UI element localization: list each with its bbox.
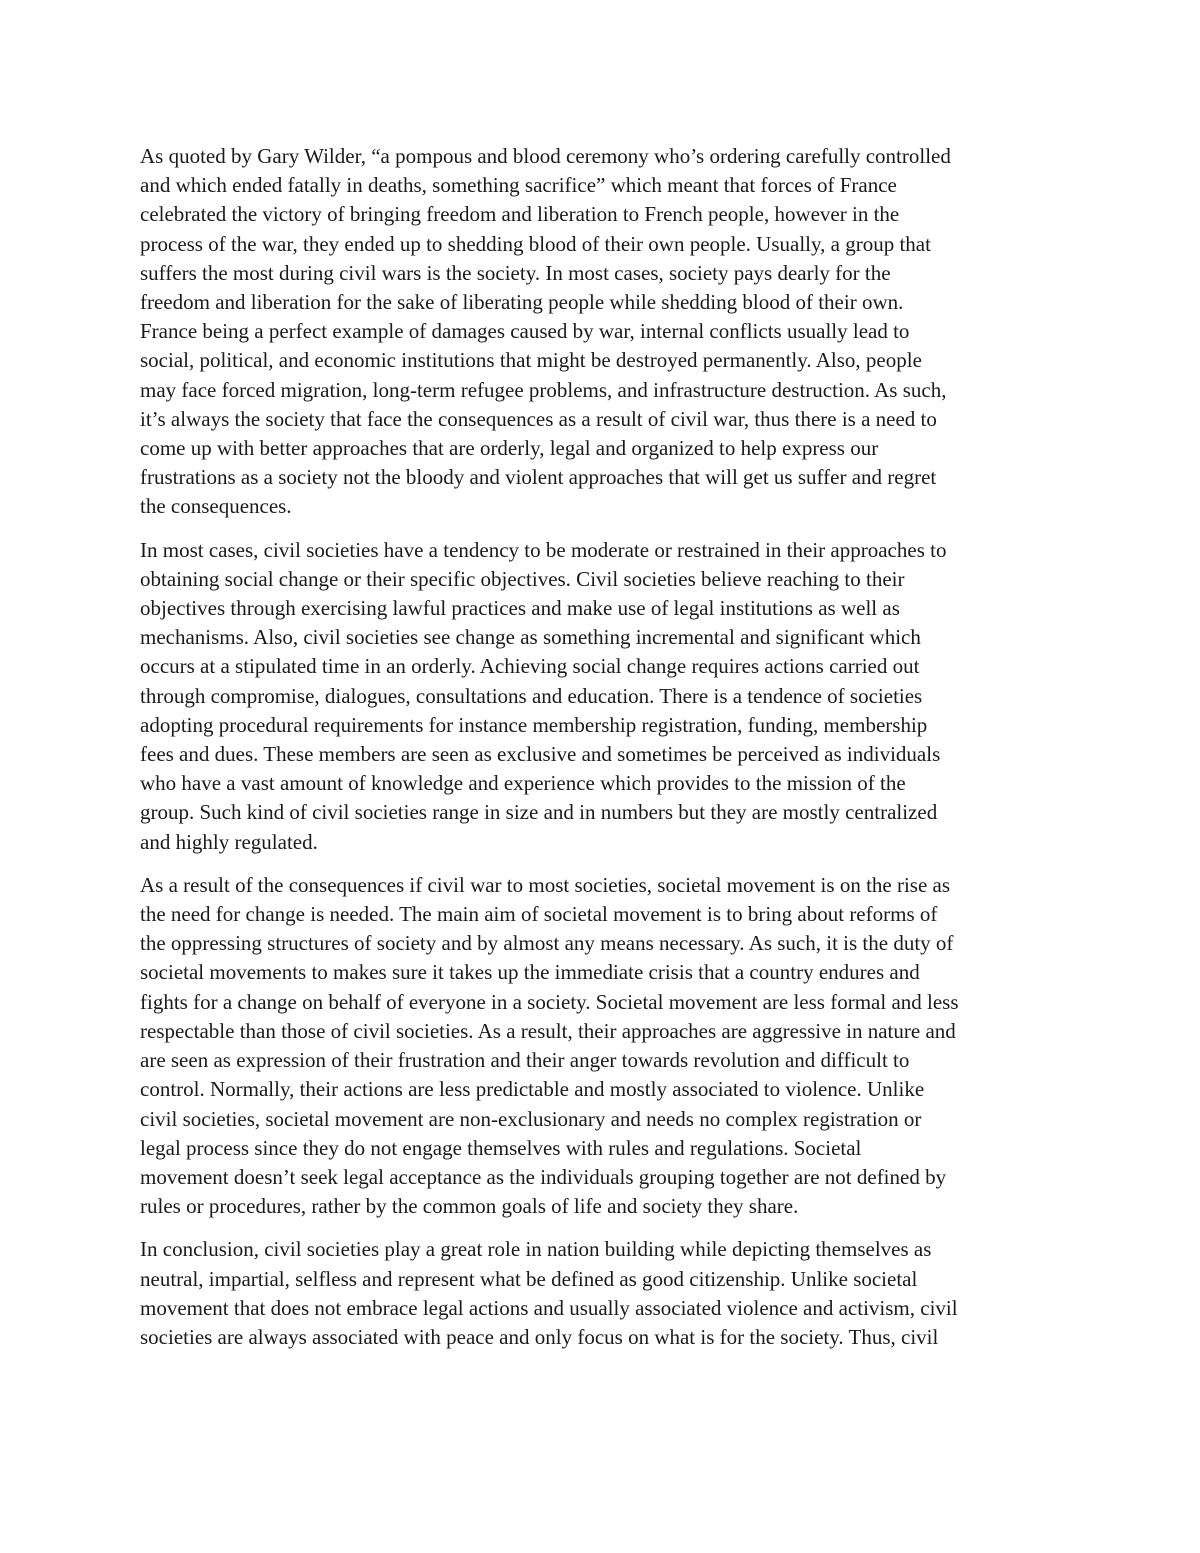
text-line: fees and dues. These members are seen as exclusive and sometimes be perceived as individuals xyxy=(140,742,941,767)
text-line: through compromise, dialogues, consultations and education. There is a tendence of societies xyxy=(140,683,923,708)
paragraph-4 xyxy=(140,1235,1062,1352)
document-body xyxy=(140,142,1062,1366)
text-line: the need for change is needed. The main aim of societal movement is to bring about reforms of xyxy=(140,902,938,927)
text-line: France being a perfect example of damages caused by war, internal conflicts usually lead to xyxy=(140,319,910,344)
text-line: As a result of the consequences if civil war to most societies, societal movement is on the rise as xyxy=(140,872,951,897)
paragraph-2 xyxy=(140,536,1062,857)
text-line: movement doesn’t seek legal acceptance as the individuals grouping together are not defined by xyxy=(140,1164,947,1189)
text-line: group. Such kind of civil societies range in size and in numbers but they are mostly centralized xyxy=(140,800,938,825)
text-line: respectable than those of civil societies. As a result, their approaches are aggressive in nature and xyxy=(140,1018,956,1043)
text-line: adopting procedural requirements for instance membership registration, funding, membership xyxy=(140,712,928,737)
paragraph-3 xyxy=(140,871,1062,1221)
text-line: movement that does not embrace legal actions and usually associated violence and activism, civil xyxy=(140,1295,958,1320)
paragraph-1 xyxy=(140,142,1062,522)
text-line: the consequences. xyxy=(140,494,292,519)
text-line: In conclusion, civil societies play a great role in nation building while depicting themselves as xyxy=(140,1237,932,1262)
text-line: In most cases, civil societies have a tendency to be moderate or restrained in their approaches to xyxy=(140,537,947,562)
text-line: neutral, impartial, selfless and represent what be defined as good citizenship. Unlike societal xyxy=(140,1266,918,1291)
text-line: As quoted by Gary Wilder, “a pompous and blood ceremony who’s ordering carefully controlled xyxy=(140,144,951,168)
text-line: social, political, and economic institutions that might be destroyed permanently. Also, people xyxy=(140,348,922,373)
text-line: objectives through exercising lawful practices and make use of legal institutions as well as xyxy=(140,596,900,621)
text-line: rules or procedures, rather by the common goals of life and society they share. xyxy=(140,1194,799,1219)
text-line: come up with better approaches that are orderly, legal and organized to help express our xyxy=(140,436,879,461)
text-line: occurs at a stipulated time in an orderly. Achieving social change requires actions carried out xyxy=(140,654,920,679)
text-line: mechanisms. Also, civil societies see change as something incremental and significant which xyxy=(140,625,921,650)
text-line: obtaining social change or their specific objectives. Civil societies believe reaching to their xyxy=(140,566,905,591)
text-line: are seen as expression of their frustration and their anger towards revolution and difficult to xyxy=(140,1048,910,1073)
text-line: legal process since they do not engage themselves with rules and regulations. Societal xyxy=(140,1135,862,1160)
text-line: it’s always the society that face the consequences as a result of civil war, thus there is a need to xyxy=(140,406,937,431)
text-line: the oppressing structures of society and by almost any means necessary. As such, it is the duty of xyxy=(140,931,954,956)
text-line: and highly regulated. xyxy=(140,829,318,854)
text-line: frustrations as a society not the bloody and violent approaches that will get us suffer and regret xyxy=(140,465,937,490)
text-line: and which ended fatally in deaths, something sacrifice” which meant that forces of France xyxy=(140,173,897,198)
text-line: freedom and liberation for the sake of liberating people while shedding blood of their own. xyxy=(140,290,904,315)
text-line: civil societies, societal movement are non-exclusionary and needs no complex registration or xyxy=(140,1106,922,1131)
text-line: societies are always associated with peace and only focus on what is for the society. Thus, civil xyxy=(140,1324,939,1349)
text-line: societal movements to makes sure it takes up the immediate crisis that a country endures and xyxy=(140,960,920,985)
text-line: suffers the most during civil wars is the society. In most cases, society pays dearly for the xyxy=(140,260,891,285)
text-line: fights for a change on behalf of everyone in a society. Societal movement are less formal and less xyxy=(140,989,959,1014)
text-line: celebrated the victory of bringing freedom and liberation to French people, however in the xyxy=(140,202,900,227)
text-line: may face forced migration, long-term refugee problems, and infrastructure destruction. As such, xyxy=(140,377,947,402)
text-line: control. Normally, their actions are less predictable and mostly associated to violence. Unlike xyxy=(140,1077,925,1102)
text-line: who have a vast amount of knowledge and experience which provides to the mission of the xyxy=(140,771,906,796)
text-line: process of the war, they ended up to shedding blood of their own people. Usually, a group that xyxy=(140,231,931,256)
